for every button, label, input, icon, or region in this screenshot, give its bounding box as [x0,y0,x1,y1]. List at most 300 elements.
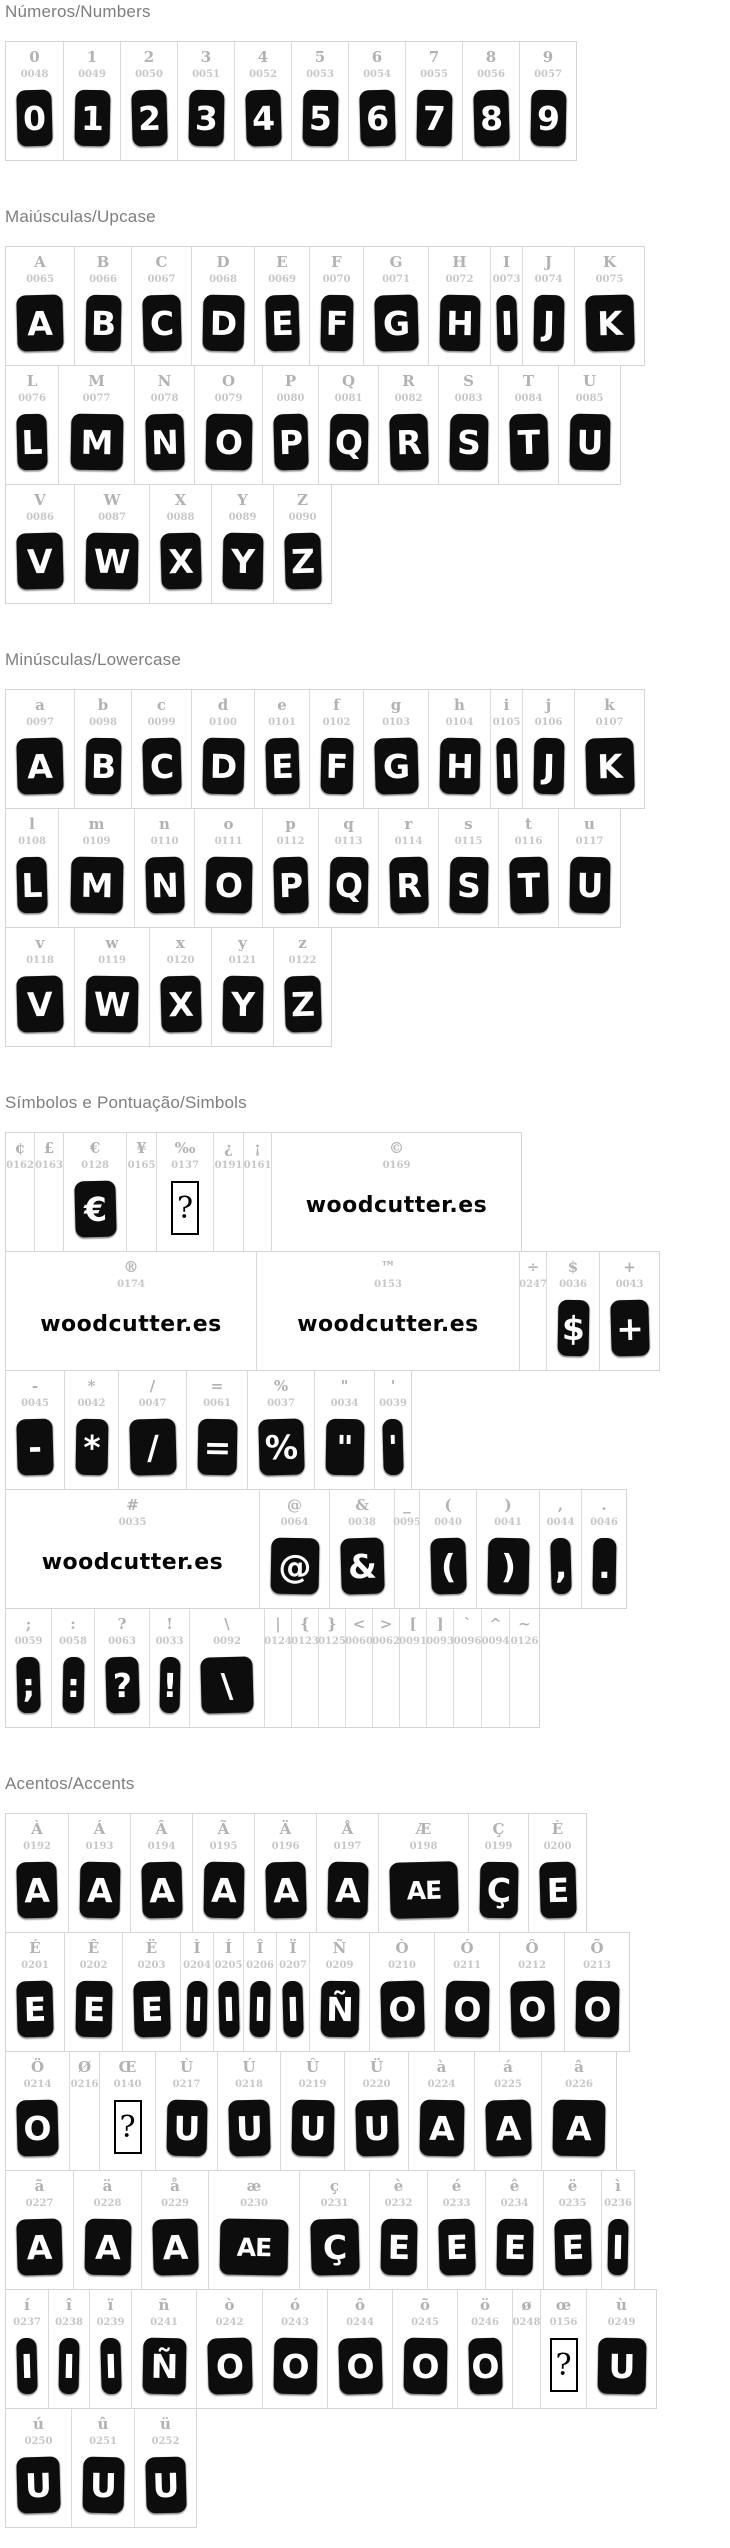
glyph-area [311,2219,359,2275]
glyph-area [17,857,47,913]
glyph-area [497,295,517,351]
glyph-code-label: 0098 [89,717,117,728]
glyph-code-label: 0070 [322,274,351,285]
glyph-cell [6,809,58,927]
glyph-cell [6,1609,51,1727]
glyph-stamp: O [338,2337,382,2394]
glyph-area [266,738,299,794]
glyph-stamp: G [374,294,418,351]
glyph-cell [6,1371,64,1489]
glyph-cell [264,1609,291,1727]
glyph-code-label: 0217 [172,2079,201,2090]
glyph-char-label: y [238,934,247,952]
glyph-stamp: U [291,2100,334,2157]
glyph-cell [149,485,211,603]
glyph-cell [48,2290,89,2408]
glyph-cell [64,1371,118,1489]
glyph-stamp: P [273,414,308,471]
glyph-char-label: I [502,253,511,271]
glyph-cell [194,366,262,484]
glyph-row [5,808,621,928]
glyph-stamp: T [509,857,548,914]
glyph-stamp: K [585,294,634,351]
glyph-code-label: 0072 [445,274,474,285]
glyph-code-label: 0099 [147,717,176,728]
glyph-cell [408,2052,474,2170]
glyph-area [146,857,184,913]
glyph-area [17,2100,58,2156]
glyph-cell [327,2290,392,2408]
glyph-stamp: M [70,857,123,914]
section-title: Maiúsculas/Upcase [5,207,156,226]
glyph-area [292,2100,334,2156]
glyph-code-label: 0058 [59,1636,87,1647]
glyph-char-label: ' [390,1377,396,1395]
glyph-code-label: 0062 [372,1636,400,1647]
glyph-area [586,295,634,351]
glyph-char-label: F [331,253,342,271]
glyph-row [5,1932,630,2052]
section-title: Números/Numbers [5,2,151,21]
glyph-stamp: ( [430,1538,466,1595]
glyph-area [143,2338,186,2394]
glyph-stamp: & [340,1537,384,1594]
glyph-char-label: Î [256,1939,264,1957]
glyph-cell [462,42,519,160]
glyph-cell [247,1371,314,1489]
glyph-area [75,90,110,146]
glyph-stamp: Y [222,976,263,1033]
glyph-stamp: U [145,2456,186,2513]
glyph-stamp: L [16,857,47,914]
glyph-code-label: 0235 [558,2198,587,2209]
glyph-stamp: O [205,414,252,471]
glyph-stamp: U [355,2099,398,2156]
glyph-code-label: 0055 [420,69,448,80]
glyph-cell [519,1252,546,1370]
glyph-cell [34,1133,63,1251]
glyph-char-label: ] [436,1615,444,1633]
glyph-cell [6,2409,71,2527]
glyph-code-label: 0232 [384,2198,413,2209]
glyph-code-label: 0100 [209,717,237,728]
glyph-char-label: . [601,1496,607,1514]
glyph-area [381,2219,417,2275]
glyph-stamp: O [468,2338,502,2395]
glyph-code-label: 0233 [442,2198,471,2209]
glyph-rows [5,1813,730,2528]
glyph-char-label: J [544,253,553,271]
glyph-area [17,295,63,351]
glyph-cell [194,809,262,927]
glyph-code-label: 0039 [379,1398,407,1409]
glyph-stamp: ' [382,1419,403,1476]
glyph-char-label: < [352,1615,366,1633]
glyph-area [321,738,353,794]
glyph-area [171,1181,199,1235]
glyph-code-label: 0043 [615,1279,644,1290]
glyph-char-label: û [97,2415,109,2433]
glyph-stamp: , [550,1538,571,1595]
glyph-char-label: Ô [525,1939,539,1957]
glyph-char-label: u [584,815,595,833]
glyph-code-label: 0092 [213,1636,241,1647]
glyph-char-label: Ì [193,1939,201,1957]
glyph-code-label: 0086 [26,512,54,523]
section-numbers [5,2,730,161]
glyph-area [189,90,224,146]
glyph-code-label: 0244 [346,2317,374,2328]
glyph-char-label: L [26,372,38,390]
glyph-cell [541,2052,616,2170]
glyph-area [383,1419,403,1475]
glyph-code-label: 0075 [595,274,624,285]
glyph-cell [291,42,348,160]
glyph-cell [141,2171,208,2289]
glyph-cell [6,1814,68,1932]
glyph-stamp: S [449,857,488,914]
glyph-cell [64,1933,122,2051]
glyph-stamp: X [160,975,201,1032]
glyph-stamp: F [320,738,353,795]
glyph-stamp: A [152,2218,198,2275]
glyph-char-label: ú [33,2415,44,2433]
glyph-stamp: C [142,738,181,795]
glyph-char-label: j [545,696,552,714]
glyph-char-label: Ä [279,1820,292,1838]
glyph-code-label: 0165 [127,1160,156,1171]
glyph-char-label: Ã [217,1820,230,1838]
glyph-area [510,414,548,470]
glyph-cell [558,809,620,927]
glyph-char-label: ü [160,2415,171,2433]
glyph-char-label: 5 [314,48,326,66]
glyph-char-label: ô [354,2296,365,2314]
glyph-area [143,738,181,794]
glyph-cell [453,1609,481,1727]
glyph-area [223,976,263,1032]
glyph-cell [564,1933,629,2051]
glyph-char-label: O [221,372,236,390]
glyph-char-label: H [452,253,467,271]
glyph-cell [211,928,273,1046]
glyph-area [106,1657,139,1713]
glyph-char-label: p [285,815,296,833]
glyph-cell [211,485,273,603]
glyph-cell [256,1252,519,1370]
glyph-stamp: A [419,2100,464,2157]
glyph-char-label: Ò [395,1939,409,1957]
glyph-area [17,533,63,589]
glyph-cell [378,366,438,484]
glyph-stamp: H [439,295,480,352]
glyph-char-label: | [275,1615,281,1633]
glyph-stamp: N [145,857,184,914]
glyph-code-label: 0044 [546,1517,575,1528]
glyph-code-label: 0107 [595,717,624,728]
glyph-row [5,246,645,366]
glyph-cell [369,2171,427,2289]
glyph-stamp: E [75,1981,112,2038]
glyph-char-label: Á [93,1820,106,1838]
glyph-char-label: : [70,1615,76,1633]
notdef-glyph: ? [114,2100,142,2154]
glyph-stamp: D [202,295,244,352]
glyph-code-label: 0108 [18,836,46,847]
glyph-cell [74,690,131,808]
glyph-cell [120,42,177,160]
glyph-code-label: 0114 [394,836,423,847]
glyph-area [497,738,517,794]
glyph-code-label: 0210 [388,1960,416,1971]
glyph-stamp: 8 [473,90,509,147]
glyph-area [86,295,121,351]
glyph-char-label: b [97,696,109,714]
glyph-cell [378,809,438,927]
glyph-area [250,1981,270,2037]
glyph-char-label: % [273,1377,289,1395]
glyph-code-label: 0202 [79,1960,108,1971]
glyph-code-label: 0073 [492,274,521,285]
glyph-code-label: 0247 [519,1279,547,1290]
glyph-area [17,2219,62,2275]
glyph-stamp: 0 [16,90,52,147]
glyph-stamp: U [82,2457,124,2514]
glyph-code-label: 0237 [13,2317,41,2328]
glyph-code-label: 0218 [235,2079,263,2090]
section-title: Símbolos e Pontuação/Simbols [5,1093,247,1112]
glyph-stamp: S [449,414,488,471]
glyph-char-label: V [34,491,46,509]
glyph-char-label: Û [305,2058,320,2076]
glyph-char-label: q [343,815,354,833]
glyph-char-label: N [157,372,172,390]
glyph-cell [574,690,644,808]
glyph-cell [599,1252,659,1370]
section-accents [5,1774,730,2528]
glyph-code-label: 0042 [77,1398,106,1409]
glyph-cell [192,1814,254,1932]
glyph-cell [191,247,254,365]
glyph-cell [363,690,428,808]
glyph-cell [399,1609,426,1727]
section-symbols [5,1093,730,1728]
glyph-area [511,1981,554,2037]
glyph-stamp: \ [200,1656,253,1713]
glyph-cell [126,1133,156,1251]
glyph-cell [540,2290,586,2408]
glyph-code-label: 0198 [409,1841,438,1852]
glyph-char-label: m [88,815,105,833]
glyph-char-label: l [29,815,35,833]
glyph-char-label: U [582,372,597,390]
glyph-stamp: = [197,1419,237,1476]
glyph-char-label: , [557,1496,564,1514]
glyph-char-label: Y [237,491,248,509]
glyph-char-label: 1 [86,48,98,66]
glyph-cell [498,366,558,484]
glyph-code-label: 0239 [96,2317,125,2328]
glyph-cell [74,485,149,603]
glyph-code-label: 0206 [246,1960,274,1971]
glyph-cell [6,2171,73,2289]
glyph-cell [601,2171,634,2289]
glyph-stamp: A [16,294,63,351]
glyph-cell [213,1133,243,1251]
glyph-char-label: ^ [489,1615,502,1633]
glyph-stamp: K [585,737,634,794]
glyph-stamp: E [380,2219,417,2276]
glyph-row [5,2408,197,2528]
glyph-area [558,1300,589,1356]
glyph-area [341,1538,384,1594]
glyph-area [420,2100,464,2156]
glyph-cell [369,1933,434,2051]
glyph-code-label: 0090 [288,512,317,523]
glyph-area [266,1862,306,1918]
glyph-area [153,2219,198,2275]
glyph-code-label: 0194 [147,1841,176,1852]
glyph-area [611,1300,649,1356]
glyph-code-label: 0248 [512,2317,541,2328]
glyph-area [219,1981,239,2037]
glyph-code-label: 0048 [20,69,49,80]
glyph-code-label: 0162 [6,1160,34,1171]
glyph-char-label: ç [329,2177,340,2195]
glyph-code-label: 0087 [98,512,126,523]
glyph-char-label: $ [567,1258,579,1276]
glyph-cell [318,1609,345,1727]
glyph-cell [63,1133,126,1251]
glyph-cell [345,1609,372,1727]
notdef-glyph: ? [550,2338,578,2392]
glyph-stamp: T [509,414,548,471]
glyph-code-label: 0161 [243,1160,272,1171]
glyph-area [390,857,428,913]
glyph-area [86,976,138,1032]
glyph-stamp: V [16,975,63,1032]
glyph-cell [6,1490,259,1608]
glyph-code-label: 0061 [203,1398,231,1409]
glyph-stamp: J [533,295,564,352]
glyph-stamp: D [202,738,244,795]
glyph-char-label: h [454,696,465,714]
glyph-area [306,1181,488,1218]
glyph-char-label: i [503,696,510,714]
glyph-cell [378,1814,468,1932]
glyph-cell [374,1371,411,1489]
glyph-char-label: x [176,934,185,952]
glyph-area [246,90,281,146]
glyph-char-label: _ [403,1496,411,1514]
glyph-char-label: - [31,1377,39,1395]
glyph-area [570,414,610,470]
glyph-code-label: 0084 [514,393,543,404]
glyph-cell [273,928,331,1046]
glyph-cell [134,366,194,484]
glyph-code-label: 0052 [249,69,277,80]
glyph-char-label: n [159,815,170,833]
glyph-char-label: Ñ [332,1939,347,1957]
glyph-code-label: 0156 [549,2317,578,2328]
glyph-code-label: 0140 [113,2079,142,2090]
glyph-cell [309,690,363,808]
glyph-area [75,1181,116,1237]
glyph-cell [74,247,131,365]
glyph-area [63,1657,84,1713]
glyph-stamp: I [282,1981,303,2038]
glyph-char-label: À [31,1820,43,1838]
glyph-cell [419,1490,476,1608]
glyph-code-label: 0212 [518,1960,546,1971]
glyph-area [17,738,63,794]
glyph-cell [428,247,490,365]
glyph-char-label: à [436,2058,447,2076]
glyph-code-label: 0034 [330,1398,359,1409]
glyph-stamp: O [510,1980,554,2037]
glyph-char-label: é [451,2177,462,2195]
glyph-cell [262,2290,327,2408]
glyph-row [5,2051,617,2171]
glyph-char-label: P [284,372,297,390]
glyph-rows [5,246,730,604]
glyph-stamp: O [380,1980,424,2037]
glyph-code-label: 0122 [288,955,317,966]
glyph-char-label: S [463,372,474,390]
glyph-stamp: 2 [131,90,167,147]
glyph-code-label: 0110 [150,836,179,847]
glyph-area [360,90,395,146]
glyph-cell [6,2052,69,2170]
glyph-area [474,90,509,146]
glyph-stamp: Ñ [142,2338,186,2395]
glyph-area [167,2100,207,2156]
glyph-char-label: Ç [492,1820,505,1838]
glyph-char-label: € [89,1139,101,1157]
glyph-area [431,1538,466,1594]
glyph-code-label: 0242 [215,2317,244,2328]
glyph-stamp: Y [222,533,263,590]
glyph-area [390,414,428,470]
glyph-cell [217,2052,280,2170]
glyph-cell [243,1933,276,2051]
glyph-area [86,533,138,589]
glyph-stamp: G [374,737,418,794]
glyph-cell [519,42,576,160]
glyph-code-label: 0105 [492,717,521,728]
glyph-stamp: C [142,295,181,352]
glyph-cell [63,42,120,160]
glyph-char-label: Ù [179,2058,194,2076]
glyph-area [59,2338,79,2394]
glyph-char-label: D [216,253,230,271]
glyph-char-label: Ú [242,2058,256,2076]
glyph-stamp: L [16,414,47,471]
glyph-char-label: / [149,1377,156,1395]
glyph-stamp: Ñ [320,1981,359,2038]
section-title: Minúsculas/Lowercase [5,650,181,669]
glyph-stamp: A [141,1861,182,1918]
glyph-code-label: 0115 [454,836,483,847]
glyph-cell [344,2052,408,2170]
glyph-char-label: + [623,1258,636,1276]
glyph-char-label: X [174,491,187,509]
glyph-stamp: A [485,2099,531,2156]
glyph-row [5,689,645,809]
glyph-code-label: 0101 [268,717,296,728]
glyph-stamp: N [145,414,184,471]
glyph-area [326,1419,364,1475]
